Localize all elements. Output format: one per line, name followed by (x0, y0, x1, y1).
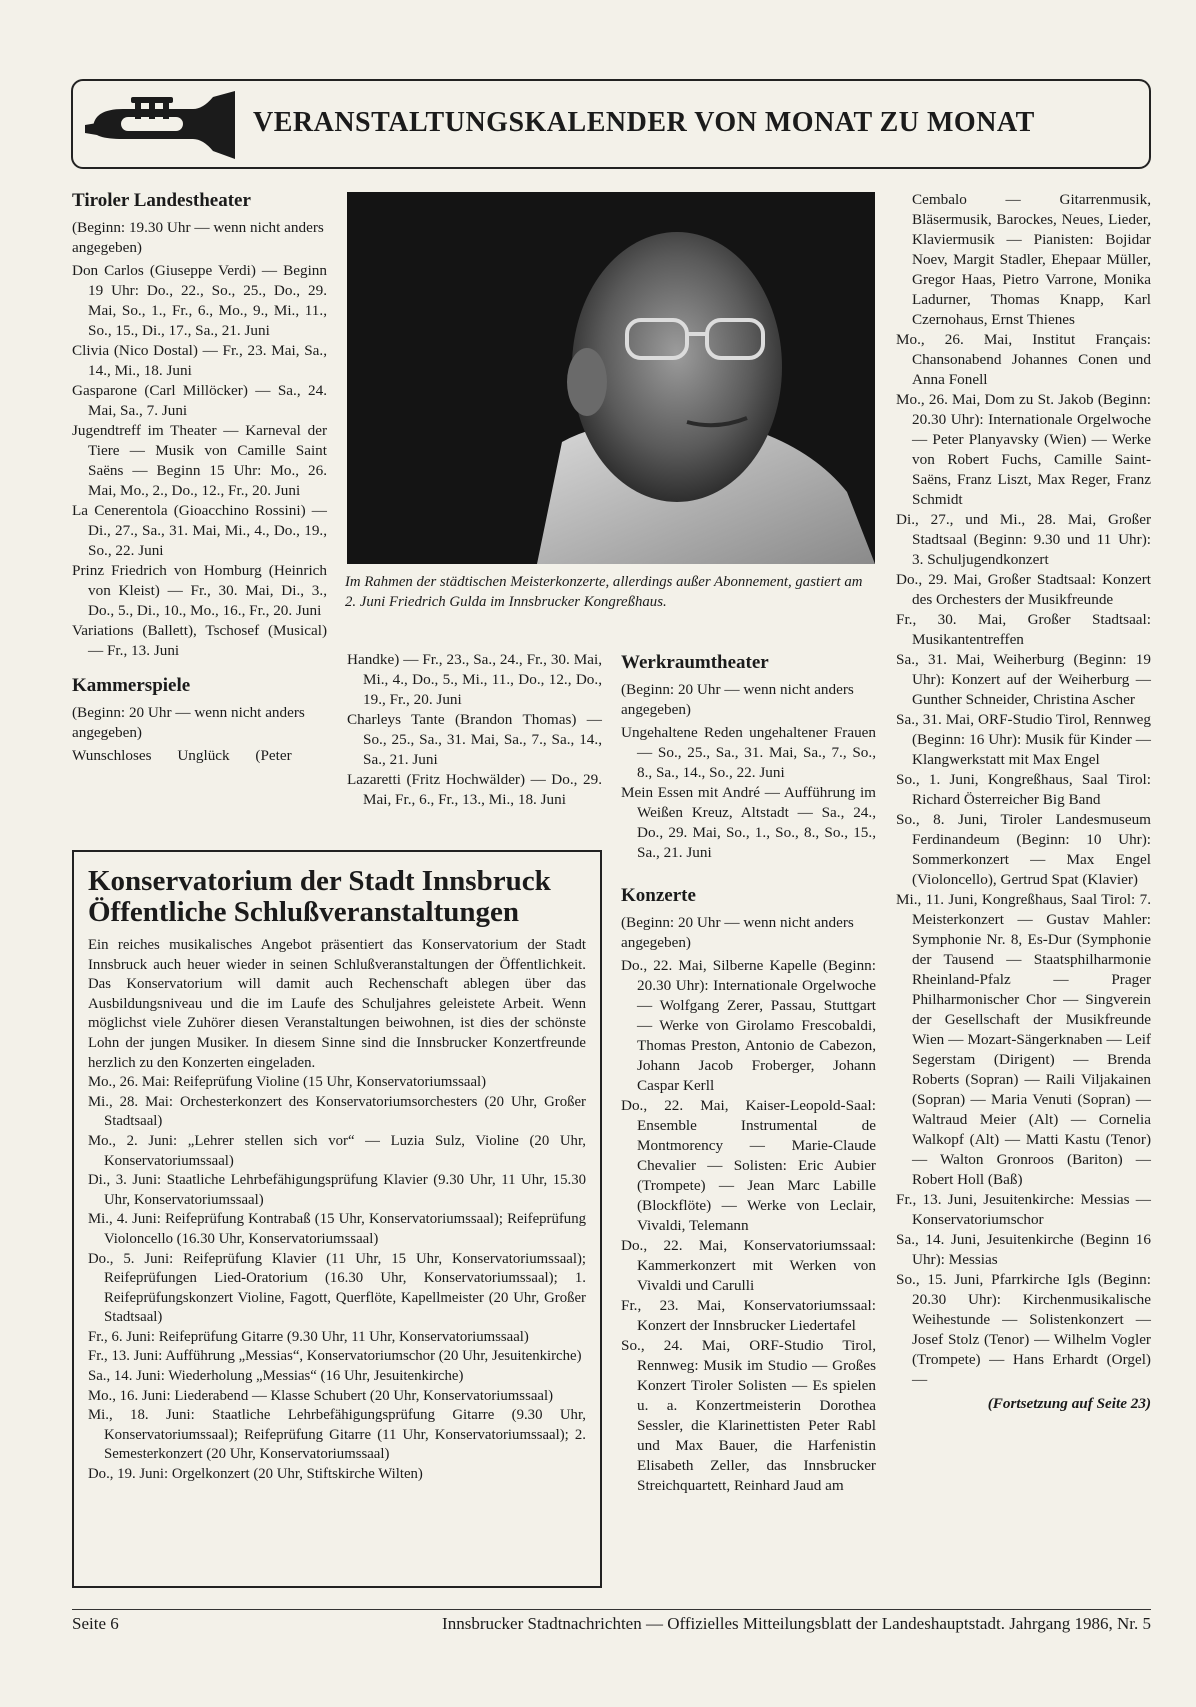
konservatorium-item: Do., 5. Juni: Reifeprüfung Klavier (11 Uhr, 15 Uhr, Konservatoriumssaal); Reifeprüfungen Lied-Oratorium (16.30 Uhr, Konservatoriumssaal); 1. Reifeprüfungskonzert Violine, Fagott, Querflöte, Kapellmeister (20 Uhr, Großer Stadtsaal) (88, 1250, 586, 1326)
event-item: Mi., 11. Juni, Kongreßhaus, Saal Tirol: 7. Meisterkonzert — Gustav Mahler: Symphonie Nr. 8, Es-Dur (Symphonie der Tausend — Staatsphilharmonie Rheinland-Pfalz — Prager Philharmonischer Chor — Singverein der Gesellschaft der Musikfreunde Wien — Mozart-Sängerknaben — Leif Segerstam (Dirigent) — Brenda Roberts (Sopran) — Raili Viljakainen (Sopran) — Maria Venuti (Sopran) — Waltraud Meier (Alt) — Cornelia Walkopf (Alt) — Matti Kastu (Tenor) — Walton Gronroos (Bariton) — Robert Holl (Baß) (896, 891, 1151, 1188)
event-item: Sa., 31. Mai, ORF-Studio Tirol, Rennweg (Beginn: 16 Uhr): Musik für Kinder — Klangwerkstatt mit Max Engel (896, 711, 1151, 768)
section-note: (Beginn: 20 Uhr — wenn nicht anders angegeben) (621, 914, 854, 951)
event-item: Sa., 31. Mai, Weiherburg (Beginn: 19 Uhr): Konzert auf der Weiherburg — Gunther Schneider, Christina Ascher (896, 651, 1151, 708)
event-item: Do., 22. Mai, Silberne Kapelle (Beginn: 20.30 Uhr): Internationale Orgelwoche — Wolfgang Zerer, Passau, Stuttgart — Werke von Girolamo Frescobaldi, Thomas Preston, Antonio de Cabezon, Johann Jacob Froberger, Johann Caspar Kerll (621, 957, 876, 1094)
trumpet-icon (83, 89, 243, 161)
event-item: Prinz Friedrich von Homburg (Heinrich von Kleist) — Fr., 30. Mai, Di., 3., Do., 5., Di., 10., Mo., 16., Fr., 20. Juni (72, 562, 327, 619)
konservatorium-title-line1: Konservatorium der Stadt Innsbruck (88, 865, 551, 897)
event-item: So., 1. Juni, Kongreßhaus, Saal Tirol: Richard Österreicher Big Band (896, 771, 1151, 808)
event-item: Di., 27., und Mi., 28. Mai, Großer Stadtsaal (Beginn: 9.30 und 11 Uhr): 3. Schuljugendkonzert (896, 511, 1151, 568)
column-kammerspiele-continued (347, 650, 602, 810)
event-item: Variations (Ballett), Tschosef (Musical) — Fr., 13. Juni (72, 622, 327, 659)
event-item: Fr., 23. Mai, Konservatoriumssaal: Konzert der Innsbrucker Liedertafel (621, 1297, 876, 1334)
section-note: (Beginn: 20 Uhr — wenn nicht anders angegeben) (621, 681, 854, 718)
event-item: So., 15. Juni, Pfarrkirche Igls (Beginn: 20.30 Uhr): Kirchenmusikalische Weihestunde — Solistenkonzert — Josef Stolz (Tenor) — Wilhelm Vogler (Trompete) — Hans Erhardt (Orgel) — (896, 1271, 1151, 1388)
konservatorium-item: Mi., 18. Juni: Staatliche Lehrbefähigungsprüfung Gitarre (9.30 Uhr, Konservatoriumssaal); Reifeprüfung Gitarre (11 Uhr, Konservatoriumssaal); 2. Semesterkonzert (20 Uhr, Konservatoriumssaal) (88, 1407, 586, 1463)
event-item: La Cenerentola (Gioacchino Rossini) — Di., 27., Sa., 31. Mai, Mi., 4., Do., 19., So., 22. Juni (72, 502, 327, 559)
konservatorium-item: Fr., 13. Juni: Aufführung „Messias“, Konservatoriumschor (20 Uhr, Jesuitenkirche) (88, 1348, 582, 1365)
konservatorium-item: Mo., 16. Juni: Liederabend — Klasse Schubert (20 Uhr, Konservatoriumssaal) (88, 1387, 553, 1404)
event-item: Do., 29. Mai, Großer Stadtsaal: Konzert des Orchesters der Musikfreunde (896, 571, 1151, 608)
section-note: (Beginn: 19.30 Uhr — wenn nicht anders angegeben) (72, 219, 324, 256)
event-item: Lazaretti (Fritz Hochwälder) — Do., 29. Mai, Fr., 6., Fr., 13., Mi., 18. Juni (347, 771, 602, 808)
event-item: Ungehaltene Reden ungehaltener Frauen — So., 25., Sa., 31. Mai, Sa., 7., So., 8., Sa., 14., So., 22. Juni (621, 724, 876, 781)
event-item: Mo., 26. Mai, Institut Français: Chansonabend Johannes Conen und Anna Fonell (896, 331, 1151, 388)
event-item: Fr., 13. Juni, Jesuitenkirche: Messias — Konservatoriumschor (896, 1191, 1151, 1228)
konservatorium-item: Do., 19. Juni: Orgelkonzert (20 Uhr, Stiftskirche Wilten) (88, 1466, 423, 1483)
konservatorium-title-line2: Öffentliche Schlußveranstaltungen (88, 896, 519, 928)
publication-info: Innsbrucker Stadtnachrichten — Offizielles Mitteilungsblatt der Landeshauptstadt. Jahrgang 1986, Nr. 5 (442, 1614, 1151, 1633)
photo-caption: Im Rahmen der städtischen Meisterkonzerte, allerdings außer Abonnement, gastiert am 2. Juni Friedrich Gulda im Innsbrucker Kongreßhaus. (345, 574, 863, 610)
event-item: Clivia (Nico Dostal) — Fr., 23. Mai, Sa., 14., Mi., 18. Juni (72, 342, 327, 379)
event-item: Mein Essen mit André — Aufführung im Weißen Kreuz, Altstadt — Sa., 24., Do., 29. Mai, So., 1., So., 8., So., 15., Sa., 21. Juni (621, 784, 876, 861)
event-item: Fr., 30. Mai, Großer Stadtsaal: Musikantentreffen (896, 611, 1151, 648)
event-item: Do., 22. Mai, Konservatoriumssaal: Kammerkonzert mit Werken von Vivaldi und Carulli (621, 1237, 876, 1294)
konservatorium-item: Mi., 28. Mai: Orchesterkonzert des Konservatoriumsorchesters (20 Uhr, Großer Stadtsaal) (88, 1093, 586, 1130)
event-item: Cembalo — Gitarrenmusik, Bläsermusik, Barockes, Neues, Lieder, Klaviermusik — Pianisten: Bojidar Noev, Margit Stadler, Ehepaar Müller, Gregor Haas, Pietro Varrone, Monika Ladurner, Thomas Knapp, Karl Czernohaus, Ernst Thienes (912, 191, 1151, 328)
section-note: (Beginn: 20 Uhr — wenn nicht anders angegeben) (72, 704, 305, 741)
section-title-landestheater: Tiroler Landestheater (72, 190, 251, 211)
continuation-note: (Fortsetzung auf Seite 23) (987, 1395, 1151, 1412)
header-banner (71, 79, 1151, 169)
footer-divider (72, 1609, 1151, 1610)
event-item: So., 8. Juni, Tiroler Landesmuseum Ferdinandeum (Beginn: 10 Uhr): Sommerkonzert — Max Engel (Violoncello), Gertrud Spat (Klavier) (896, 811, 1151, 888)
event-item: Jugendtreff im Theater — Karneval der Tiere — Musik von Camille Saint Saëns — Beginn 15 Uhr: Mo., 26. Mai, Mo., 2., Do., 12., Fr., 20. Juni (72, 422, 327, 499)
column-konzerte-continued (896, 190, 1151, 1414)
konservatorium-title (88, 866, 586, 928)
konservatorium-item: Fr., 6. Juni: Reifeprüfung Gitarre (9.30 Uhr, 11 Uhr, Konservatoriumssaal) (88, 1328, 529, 1345)
event-item: Charleys Tante (Brandon Thomas) — So., 25., Sa., 31. Mai, Sa., 7., Sa., 14., Sa., 21. Juni (347, 711, 602, 768)
event-item: Sa., 14. Juni, Jesuitenkirche (Beginn 16 Uhr): Messias (896, 1231, 1151, 1268)
section-title-kammerspiele: Kammerspiele (72, 675, 191, 696)
section-title-konzerte: Konzerte (621, 885, 696, 906)
event-item: Handke) — Fr., 23., Sa., 24., Fr., 30. Mai, Mi., 4., Do., 5., Mi., 11., Do., 12., Do., 19., Fr., 20. Juni (347, 651, 602, 708)
event-item: Do., 22. Mai, Kaiser-Leopold-Saal: Ensemble Instrumental de Montmorency — Marie-Claude Chevalier — Solisten: Eric Aubier (Trompete) — Jean Marc Labille (Blockflöte) — Werke von Leclair, Vivaldi, Telemann (621, 1097, 876, 1234)
konservatorium-item: Mo., 2. Juni: „Lehrer stellen sich vor“ — Luzia Sulz, Violine (20 Uhr, Konservatoriumssaal) (88, 1132, 586, 1169)
event-item: Don Carlos (Giuseppe Verdi) — Beginn 19 Uhr: Do., 22., So., 25., Do., 29. Mai, So., 1., Fr., 6., Mo., 9., Mi., 11., So., 15., Di., 17., Sa., 21. Juni (72, 262, 327, 339)
event-item: Wunschloses Unglück (Peter (72, 747, 292, 764)
konservatorium-intro: Ein reiches musikalisches Angebot präsentiert das Konservatorium der Stadt Innsbruck auch heuer wieder in seinen Schlußveranstaltungen der Öffentlichkeit. Das Konservatorium will damit auch Rechenschaft ablegen über das Ausbildungsniveau und die im Laufe des Schuljahres geleistete Arbeit. Wenn möglichst viele Zuhörer diesen Veranstaltungen beiwohnen, ist dies der schönste Lohn der jungen Musiker. In diesem Sinne sind die Innsbrucker Konzertfreunde herzlich zu den Konzerten eingeladen. (88, 937, 586, 1071)
portrait-image (347, 192, 875, 564)
event-item: Gasparone (Carl Millöcker) — Sa., 24. Mai, Sa., 7. Juni (72, 382, 327, 419)
konservatorium-box (72, 850, 602, 1588)
section-title-werkraumtheater: Werkraumtheater (621, 652, 769, 673)
portrait-photo (347, 192, 875, 564)
column-werkraumtheater (621, 652, 876, 1496)
page-number: Seite 6 (72, 1614, 119, 1633)
column-landestheater (72, 190, 327, 766)
konservatorium-item: Mo., 26. Mai: Reifeprüfung Violine (15 Uhr, Konservatoriumssaal) (88, 1074, 487, 1091)
konservatorium-item: Sa., 14. Juni: Wiederholung „Messias“ (16 Uhr, Jesuitenkirche) (88, 1368, 464, 1385)
event-item: So., 24. Mai, ORF-Studio Tirol, Rennweg: Musik im Studio — Großes Konzert Tiroler Solisten — Es spielen u. a. Konzertmeisterin Dorothea Sessler, die Klarinettisten Peter Rabl und Max Bauer, die Harfenistin Elisabeth Zeller, das Innsbrucker Streichquartett, Reinhard Jaud am (621, 1337, 876, 1494)
page-title: VERANSTALTUNGSKALENDER VON MONAT ZU MONAT (253, 107, 1035, 138)
konservatorium-item: Mi., 4. Juni: Reifeprüfung Kontrabaß (15 Uhr, Konservatoriumssaal); Reifeprüfung Violoncello (16.30 Uhr, Konservatoriumssaal) (88, 1211, 586, 1247)
konservatorium-item: Di., 3. Juni: Staatliche Lehrbefähigungsprüfung Klavier (9.30 Uhr, 11 Uhr, 15.30 Uhr, Konservatoriumssaal) (88, 1172, 586, 1208)
event-item: Mo., 26. Mai, Dom zu St. Jakob (Beginn: 20.30 Uhr): Internationale Orgelwoche — Peter Planyavsky (Wien) — Werke von Robert Fuchs, Camille Saint-Saëns, Franz Liszt, Max Reger, Franz Schmidt (896, 391, 1151, 508)
